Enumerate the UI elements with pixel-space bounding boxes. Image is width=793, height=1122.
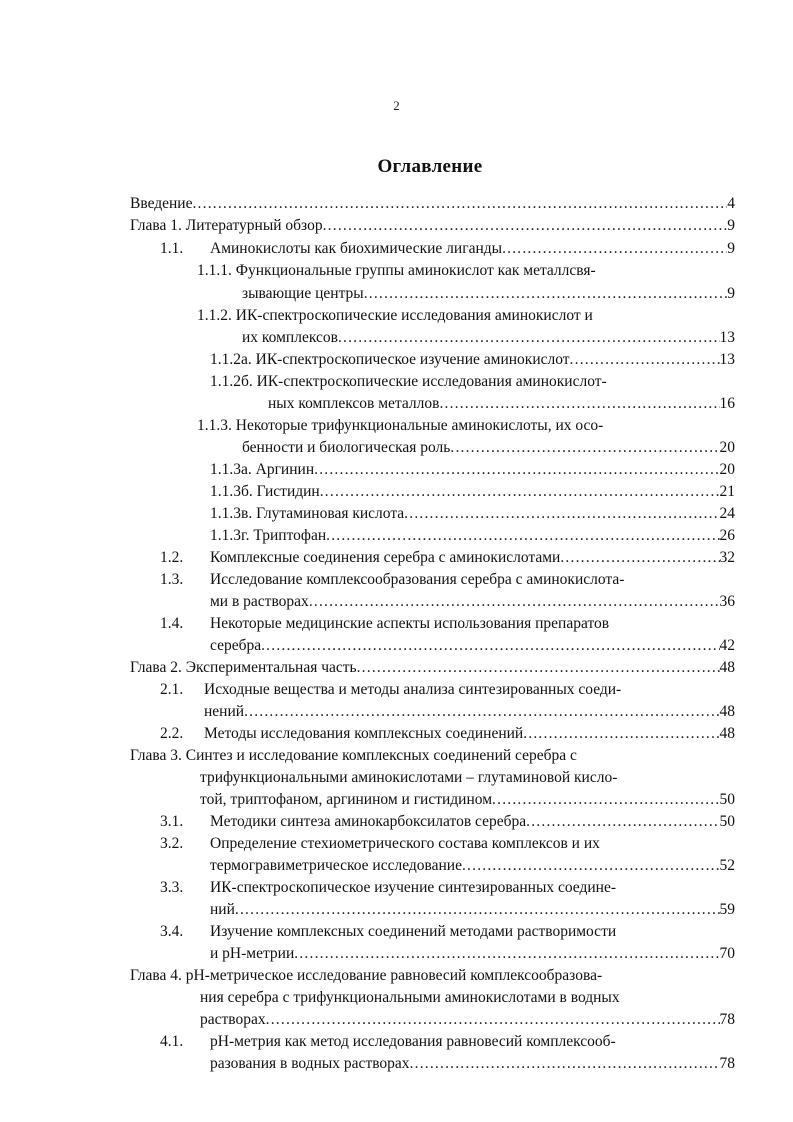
toc-entry-number: 4.1. [160, 1033, 184, 1050]
toc-entry [197, 305, 757, 327]
toc-entry-continuation [204, 701, 735, 723]
toc-entry [210, 371, 757, 393]
toc-entry-text: 1.1.2б. ИК-спектроскопические исследования аминокислот- [210, 373, 607, 390]
toc-entry-continuation [210, 635, 735, 657]
toc-entry-continuation [242, 327, 735, 349]
toc-entry-text: Комплексные соединения серебра с аминокислотами [210, 549, 561, 566]
toc-entry-continuation [200, 767, 760, 789]
toc-entry-continuation [242, 283, 735, 305]
toc-entry-page: 20 [719, 461, 735, 478]
toc-entry-page: 48 [719, 725, 735, 742]
toc-entry-text: 1.1.3г. Триптофан [210, 527, 327, 544]
toc-entry-number: 1.2. [160, 549, 184, 566]
toc-entry-text-cont: разования в водных растворах [210, 1055, 410, 1072]
toc-entry-page: 13 [719, 329, 735, 346]
toc-entry-continuation [210, 899, 735, 921]
toc-entry [130, 657, 735, 679]
toc-entry-text: Введение [130, 195, 193, 212]
toc-entry [210, 459, 735, 481]
toc-entry-page: 21 [719, 483, 735, 500]
toc-entry-number: 3.2. [160, 835, 184, 852]
toc-entry-number: 1.1. [160, 240, 184, 257]
toc-entry-text: Изучение комплексных соединений методами растворимости [210, 923, 617, 940]
toc-entry-page: 42 [719, 637, 735, 654]
toc-entry [160, 547, 735, 569]
toc-entry-page: 16 [719, 395, 735, 412]
toc-entry [160, 613, 760, 635]
toc-entry [210, 503, 735, 525]
toc-entry-text: ИК-спектроскопическое изучение синтезированных соедине- [210, 879, 616, 896]
toc-entry-page: 9 [727, 240, 735, 257]
toc-entry-text-cont: трифункциональными аминокислотами – глутаминовой кисло- [200, 769, 618, 786]
toc-entry-text: 1.1.3б. Гистидин [210, 483, 320, 500]
toc-entry-text: 1.1.3. Некоторые трифункциональные аминокислоты, их осо- [197, 417, 604, 434]
toc-entry-text: Исследование комплексообразования серебра с аминокислота- [210, 571, 625, 588]
toc-entry-continuation [200, 789, 735, 811]
toc-entry-text-cont: нений [204, 703, 245, 720]
toc-entry [160, 1031, 760, 1053]
toc-entry-text: 1.1.2. ИК-спектроскопические исследования аминокислот и [197, 307, 593, 324]
toc-entry-text: Исходные вещества и методы анализа синтезированных соеди- [204, 681, 622, 698]
toc-entry-text: 1.1.3а. Аргинин [210, 461, 315, 478]
toc-entry-continuation [210, 591, 735, 613]
toc-entry-number: 3.4. [160, 923, 184, 940]
toc-entry-page: 13 [719, 351, 735, 368]
toc-entry-text: Глава 3. Синтез и исследование комплексных соединений серебра с [130, 747, 577, 764]
toc-entry-number: 1.4. [160, 615, 184, 632]
toc-entry-text: Некоторые медицинские аспекты использования препаратов [210, 615, 610, 632]
toc-entry [210, 481, 735, 503]
toc-entry [210, 525, 735, 547]
toc-entry-continuation [210, 855, 735, 877]
toc-entry-text: Определение стехиометрического состава комплексов и их [210, 835, 600, 852]
toc-entry-continuation [210, 943, 735, 965]
toc-entry [160, 723, 735, 745]
toc-entry-number: 2.2. [160, 725, 184, 742]
toc-entry [130, 965, 760, 987]
toc-entry-page: 32 [719, 549, 735, 566]
page-number: 2 [393, 98, 400, 113]
toc-entry-page: 50 [719, 791, 735, 808]
toc-entry-continuation [200, 987, 760, 1009]
toc-entry-text-cont: термогравиметрическое исследование [210, 857, 462, 874]
toc-entry [210, 349, 735, 371]
toc-entry-text: 1.1.2а. ИК-спектроскопическое изучение аминокислот [210, 351, 570, 368]
toc-entry-text-cont: ния серебра с трифункциональными аминокислотами в водных [200, 989, 620, 1006]
toc-entry-page: 24 [719, 505, 735, 522]
toc-entry-text: Глава 4. рН-метрическое исследование равновесий комплексообразова- [130, 967, 603, 984]
toc-entry [197, 260, 757, 282]
page-title: Оглавление [377, 156, 483, 177]
toc-entry-page: 52 [719, 857, 735, 874]
toc-entry-page: 9 [727, 285, 735, 302]
toc-entry-text: 1.1.3в. Глутаминовая кислота [210, 505, 405, 522]
toc-entry-text-cont: серебра [210, 637, 262, 654]
toc-entry-page: 59 [719, 901, 735, 918]
toc-entry-page: 20 [719, 439, 735, 456]
toc-entry [130, 745, 760, 767]
toc-entry [130, 215, 735, 237]
toc-entry [160, 833, 760, 855]
toc-entry [160, 238, 735, 260]
toc-entry-text: Методы исследования комплексных соединений [204, 725, 524, 742]
toc-entry [160, 921, 760, 943]
toc-entry-text: Глава 1. Литературный обзор [130, 217, 323, 234]
toc-entry-text: 1.1.1. Функциональные группы аминокислот как металлсвя- [197, 262, 596, 279]
toc-entry-text-cont: их комплексов [242, 329, 338, 346]
toc-entry [160, 569, 760, 591]
toc-entry [160, 679, 760, 701]
toc-entry-page: 78 [719, 1055, 735, 1072]
toc-entry-continuation [268, 393, 735, 415]
toc-entry-number: 3.3. [160, 879, 184, 896]
toc-entry-text: Аминокислоты как биохимические лиганды [210, 240, 503, 257]
toc-entry-page: 48 [719, 659, 735, 676]
toc-entry-text-cont: ний [210, 901, 235, 918]
toc-entry-text-cont: ми в растворах [210, 593, 309, 610]
toc-entry-page: 26 [719, 527, 735, 544]
toc-entry-page: 48 [719, 703, 735, 720]
toc-entry-text-cont: бенности и биологическая роль [242, 439, 451, 456]
toc-entry [160, 877, 760, 899]
toc-entry-page: 9 [727, 217, 735, 234]
toc-entry-page: 36 [719, 593, 735, 610]
toc-entry-text-cont: зывающие центры [242, 285, 364, 302]
toc-entry-number: 2.1. [160, 681, 184, 698]
toc-entry [160, 811, 735, 833]
toc-entry-text: Глава 2. Экспериментальная часть [130, 659, 357, 676]
toc-entry-page: 70 [719, 945, 735, 962]
toc-entry-continuation [200, 1009, 735, 1031]
toc-entry-continuation [242, 437, 735, 459]
toc-entry-page: 78 [719, 1011, 735, 1028]
toc-entry-text: рН-метрия как метод исследования равновесий комплексооб- [210, 1033, 616, 1050]
toc-entry-page: 50 [719, 813, 735, 830]
toc-entry-text-cont: растворах [200, 1011, 266, 1028]
toc-entry [197, 415, 757, 437]
toc-entry [130, 193, 735, 215]
toc-entry-continuation [210, 1053, 735, 1075]
toc-entry-number: 3.1. [160, 813, 184, 830]
toc-entry-text-cont: ных комплексов металлов [268, 395, 440, 412]
toc-entry-text-cont: той, триптофаном, аргинином и гистидином [200, 791, 493, 808]
toc-entry-page: 4 [727, 195, 735, 212]
toc-entry-text-cont: и рН-метрии [210, 945, 295, 962]
toc-entry-number: 1.3. [160, 571, 184, 588]
toc-entry-text: Методики синтеза аминокарбоксилатов серебра [210, 813, 527, 830]
